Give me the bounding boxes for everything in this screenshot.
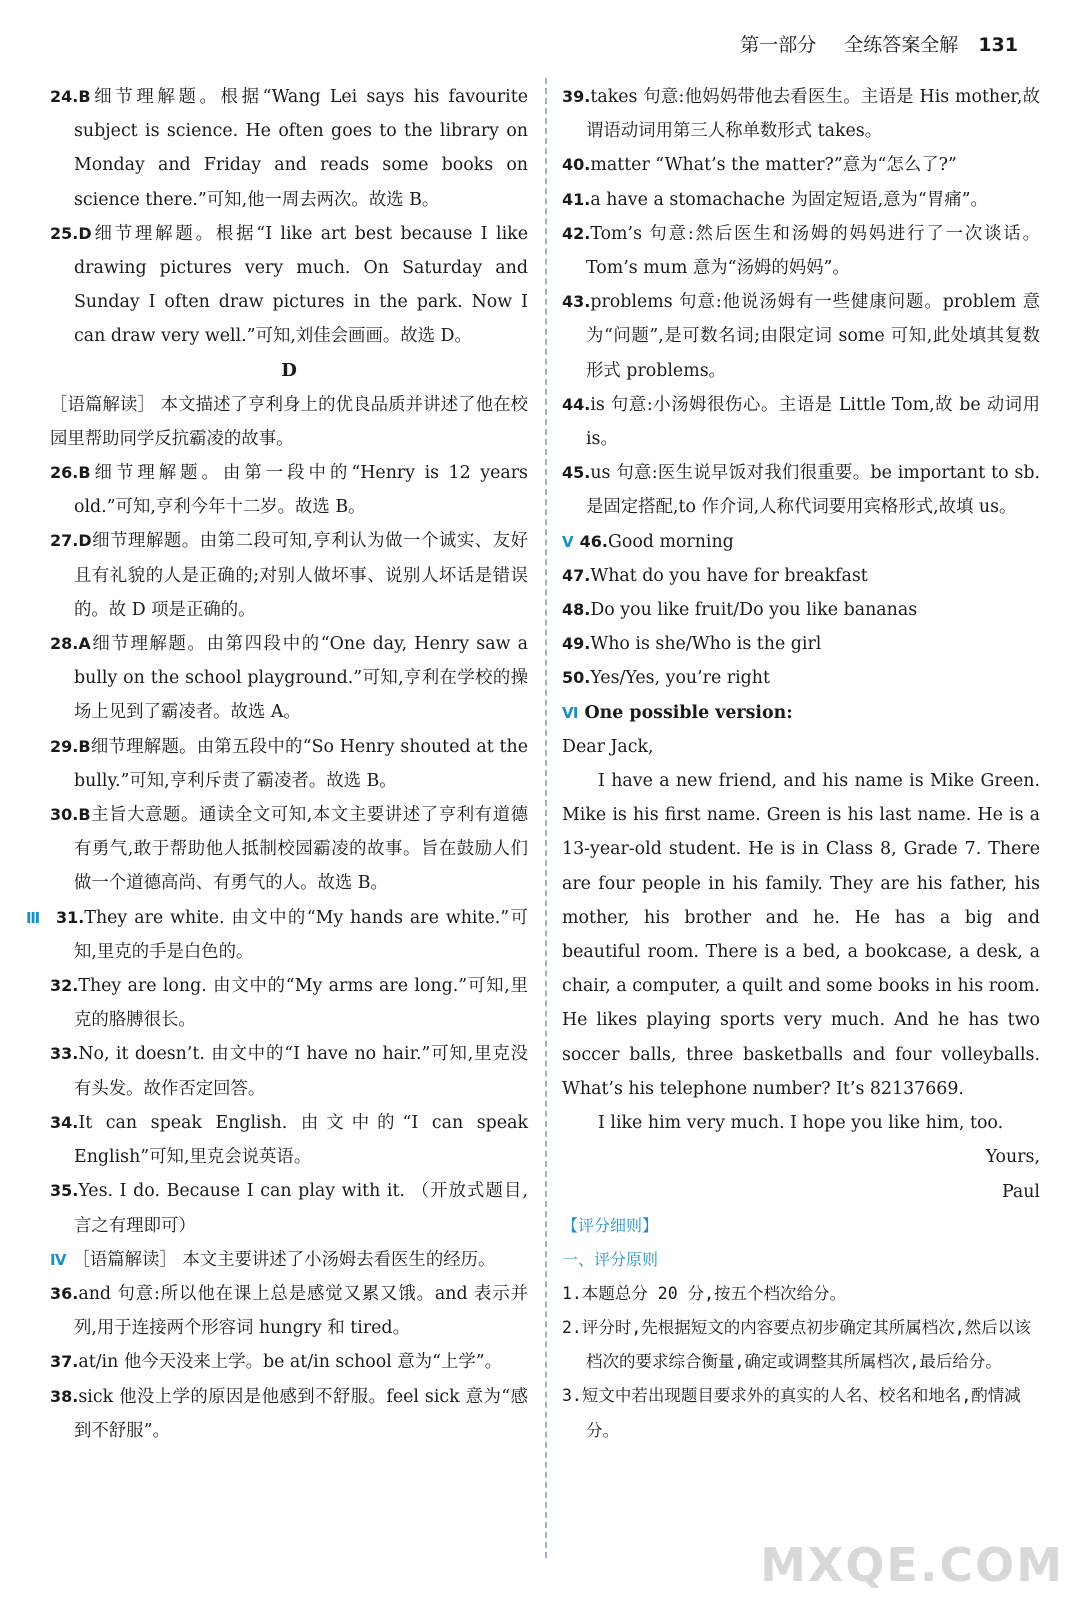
header-title: 全练答案全解 (844, 34, 959, 56)
right-column (562, 80, 1040, 1448)
answer-item: 43.problems 句意:他说汤姆有一些健康问题。problem 意为“问题”,是可数名词;由限定词 some 可知,此处填其复数形式 problems。 (562, 292, 1040, 381)
rubric-tag: 【评分细则】 (562, 1215, 659, 1235)
rubric-item: 2.评分时,先根据短文的内容要点初步确定其所属档次,然后以该档次的要求综合衡量,确定或调整其所属档次,最后给分。 (562, 1317, 1031, 1372)
version-label: One possible version: (584, 702, 793, 723)
answer-item: 35.Yes. I do. Because I can play with it. （开放式题目,言之有理即可） (50, 1181, 528, 1236)
answer-item: 30.B主旨大意题。通读全文可知,本文主要讲述了亨利有道德有勇气,敢于帮助他人抵制校园霸凌的故事。旨在鼓励人们做一个道德高尚、有勇气的人。故选 B。 (50, 805, 528, 894)
left-column (26, 80, 528, 1448)
page-number: 131 (978, 34, 1018, 56)
answer-item: 45.us 句意:医生说早饭对我们很重要。be important to sb.是固定搭配,to 作介词,人称代词要用宾格形式,故填 us。 (562, 463, 1040, 518)
answer-item: 49.Who is she/Who is the girl (562, 634, 822, 655)
header-section: 第一部分 (740, 34, 817, 56)
section-mark-4: Ⅳ (50, 1250, 67, 1269)
answer-item: 29.B细节理解题。由第五段中的“So Henry shouted at the bully.”可知,亨利斥责了霸凌者。故选 B。 (50, 736, 528, 791)
section-mark-5: Ⅴ (562, 532, 574, 551)
answer-item: 27.D细节理解题。由第二段可知,亨利认为做一个诚实、友好且有礼貌的人是正确的;对别人做坏事、说别人坏话是错误的。故 D 项是正确的。 (50, 531, 528, 620)
answer-item: 50.Yes/Yes, you’re right (562, 668, 770, 689)
answer-item: 34.It can speak English. 由文中的“I can speak English”可知,里克会说英语。 (50, 1112, 528, 1168)
answer-item: 47.What do you have for breakfast (562, 565, 868, 586)
answer-item: 28.A细节理解题。由第四段中的“One day, Henry saw a bully on the school playground.”可知,亨利在学校的操场上见到了霸凌者。故选 A。 (50, 634, 528, 723)
passage-intro-4: Ⅳ ［语篇解读］ 本文主要讲述了小汤姆去看医生的经历。 (50, 1243, 528, 1277)
version-label-row (562, 696, 1040, 730)
answer-item: 39.takes 句意:他妈妈带他去看医生。主语是 His mother,故谓语动词用第三人称单数形式 takes。 (562, 87, 1040, 142)
answer-item: 48.Do you like fruit/Do you like bananas (562, 600, 918, 621)
letter-body: I have a new friend, and his name is Mike Green. Mike is his first name. Green is his last name. He is a 13-year-old student. He is in Class 8, Grade 7. There are four people in his family. They are his father, his mother, his brother and he. He has a big and beautiful room. There is a bed, a bookcase, a desk, a chair, a computer, a quilt and some books in his room. He likes playing sports very much. And he has two soccer balls, three basketballs and four volleyballs. What’s his telephone number? It’s 82137669. (562, 771, 1040, 1099)
letter-closing: Yours, (985, 1147, 1040, 1168)
answer-item: Ⅲ 31.They are white. 由文中的“My hands are white.”可知,里克的手是白色的。 (26, 907, 528, 962)
answer-item: 38.sick 他没上学的原因是他感到不舒服。feel sick 意为“感到不舒服”。 (50, 1386, 528, 1441)
answer-item: 24.B细节理解题。根据“Wang Lei says his favourite subject is science. He often goes to the library on Monday and Friday and reads some books on science there.”可知,他一周去两次。故选 B。 (50, 87, 528, 210)
answer-item: 40.matter “What’s the matter?”意为“怎么了?” (562, 155, 957, 176)
passage-intro-d: ［语篇解读］ 本文描述了亨利身上的优良品质并讲述了他在校园里帮助同学反抗霸凌的故事。 (50, 394, 528, 449)
answer-item: 25.D细节理解题。根据“I like art best because I like drawing pictures very much. On Saturday and Sunday I often draw pictures in the park. Now I can draw very well.”可知,刘佳会画画。故选 D。 (50, 223, 528, 347)
answer-item: 44.is 句意:小汤姆很伤心。主语是 Little Tom,故 be 动词用 is。 (562, 394, 1040, 450)
letter-signature: Paul (1001, 1181, 1040, 1202)
rubric-item: 1.本题总分 20 分,按五个档次给分。 (562, 1283, 847, 1303)
watermark: MXQE.COM (760, 1538, 1064, 1592)
page-header (740, 30, 1018, 57)
rubric-item: 3.短文中若出现题目要求外的真实的人名、校名和地名,酌情减分。 (562, 1386, 1021, 1440)
answer-item: 32.They are long. 由文中的“My arms are long.”可知,里克的胳膊很长。 (50, 976, 528, 1031)
letter-greeting: Dear Jack, (562, 736, 654, 757)
answer-item: Ⅴ 46.Good morning (562, 525, 1040, 559)
answer-item: 42.Tom’s 句意:然后医生和汤姆的妈妈进行了一次谈话。Tom’s mum 意为“汤姆的妈妈”。 (562, 223, 1040, 279)
column-divider (545, 78, 547, 1558)
answer-item: 41.a have a stomachache 为固定短语,意为“胃痛”。 (562, 189, 988, 210)
section-mark-6: Ⅵ (562, 703, 579, 722)
section-title-d: D (281, 359, 297, 381)
answer-item: 36.and 句意:所以他在课上总是感觉又累又饿。and 表示并列,用于连接两个形容词 hungry 和 tired。 (50, 1283, 528, 1339)
rubric-subtitle: 一、评分原则 (562, 1249, 659, 1269)
letter-body-closing-line: I like him very much. I hope you like him, too. (598, 1113, 1004, 1134)
answer-item: 26.B细节理解题。由第一段中的“Henry is 12 years old.”可知,亨利今年十二岁。故选 B。 (50, 463, 528, 518)
answer-item: 37.at/in 他今天没来上学。be at/in school 意为“上学”。 (50, 1352, 503, 1373)
answer-item: 33.No, it doesn’t. 由文中的“I have no hair.”可知,里克没有头发。故作否定回答。 (50, 1044, 528, 1099)
